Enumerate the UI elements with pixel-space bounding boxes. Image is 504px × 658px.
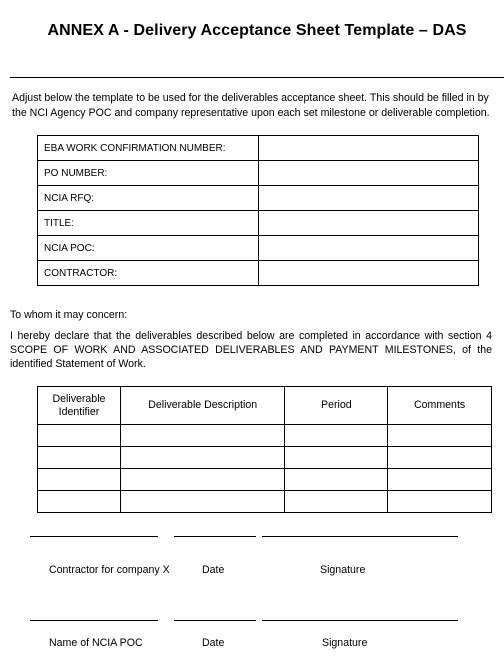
ncia-rfq-label: NCIA RFQ: (38, 186, 259, 211)
header-period: Period (285, 387, 388, 425)
header-comments: Comments (388, 387, 492, 425)
info-row-rfq (38, 186, 479, 211)
title-field[interactable] (258, 211, 478, 236)
deliverable-description-cell[interactable] (120, 447, 285, 469)
contractor-signature-label: Signature (320, 564, 366, 576)
table-row (38, 469, 492, 491)
eba-number-label: EBA WORK CONFIRMATION NUMBER: (38, 136, 259, 161)
po-number-label: PO NUMBER: (38, 161, 259, 186)
contractor-label: CONTRACTOR: (38, 261, 259, 286)
ncia-poc-label: NCIA POC: (38, 236, 259, 261)
comments-cell[interactable] (388, 447, 492, 469)
info-row-poc (38, 236, 479, 261)
contractor-name-line[interactable] (30, 536, 158, 537)
info-row-contractor (38, 261, 479, 286)
deliverables-header-row (38, 387, 492, 425)
contractor-field[interactable] (258, 261, 478, 286)
document-title: ANNEX A - Delivery Acceptance Sheet Template – DAS (47, 22, 467, 39)
declaration-paragraph: I hereby declare that the deliverables described below are completed in accordance with section 4 SCOPE OF WORK AND ASSOCIATED DELIVERABLES AND PAYMENT MILESTONES, of the identified Statement of Work. (10, 330, 492, 370)
deliverable-identifier-cell[interactable] (38, 425, 121, 447)
deliverable-description-cell[interactable] (120, 425, 285, 447)
deliverable-identifier-cell[interactable] (38, 447, 121, 469)
contractor-date-label: Date (202, 564, 225, 576)
contractor-name-label: Contractor for company X (49, 564, 170, 576)
header-deliverable-identifier: Deliverable Identifier (38, 387, 121, 425)
comments-cell[interactable] (388, 469, 492, 491)
period-cell[interactable] (285, 447, 388, 469)
table-row (38, 447, 492, 469)
deliverables-table (37, 386, 492, 513)
ncia-name-label: Name of NCIA POC (49, 637, 143, 649)
ncia-poc-field[interactable] (258, 236, 478, 261)
deliverable-identifier-cell[interactable] (38, 469, 121, 491)
ncia-date-label: Date (202, 637, 225, 649)
header-deliverable-description: Deliverable Description (120, 387, 285, 425)
contractor-date-line[interactable] (174, 536, 256, 537)
info-table (37, 135, 479, 286)
title-label: TITLE: (38, 211, 259, 236)
period-cell[interactable] (285, 425, 388, 447)
deliverable-description-cell[interactable] (120, 469, 285, 491)
salutation: To whom it may concern: (10, 309, 128, 321)
info-row-eba (38, 136, 479, 161)
comments-cell[interactable] (388, 491, 492, 513)
deliverable-description-cell[interactable] (120, 491, 285, 513)
table-row (38, 491, 492, 513)
ncia-signature-line[interactable] (262, 620, 458, 621)
period-cell[interactable] (285, 491, 388, 513)
eba-number-field[interactable] (258, 136, 478, 161)
title-divider (10, 77, 504, 78)
ncia-rfq-field[interactable] (258, 186, 478, 211)
table-row (38, 425, 492, 447)
ncia-name-line[interactable] (30, 620, 158, 621)
po-number-field[interactable] (258, 161, 478, 186)
ncia-signature-label: Signature (322, 637, 368, 649)
ncia-date-line[interactable] (174, 620, 256, 621)
deliverable-identifier-cell[interactable] (38, 491, 121, 513)
info-row-title (38, 211, 479, 236)
intro-paragraph: Adjust below the template to be used for the deliverables acceptance sheet. This should be filled in by the NCI Agency POC and company representative upon each set milestone or deliverable completion. (12, 92, 490, 119)
period-cell[interactable] (285, 469, 388, 491)
comments-cell[interactable] (388, 425, 492, 447)
info-row-po (38, 161, 479, 186)
contractor-signature-line[interactable] (262, 536, 458, 537)
